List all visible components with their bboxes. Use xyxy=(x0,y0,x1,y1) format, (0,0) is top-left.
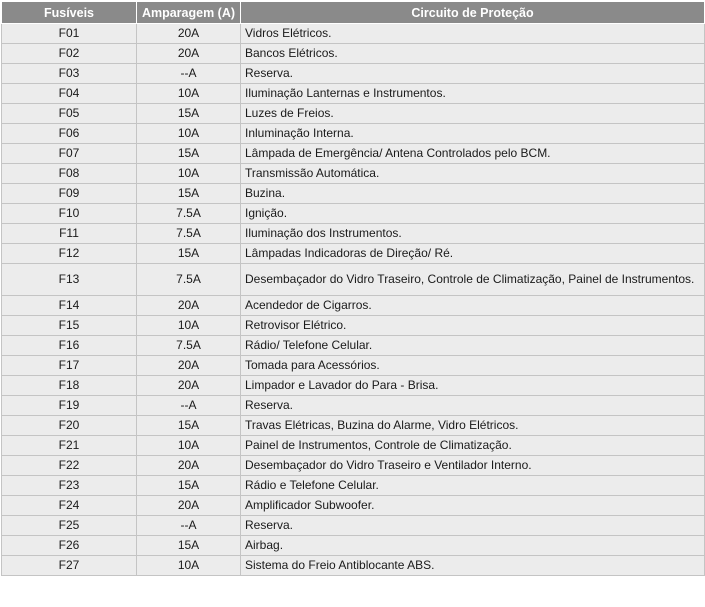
fuse-circuit: Rádio e Telefone Celular. xyxy=(241,476,705,496)
fuse-circuit: Painel de Instrumentos, Controle de Climatização. xyxy=(241,436,705,456)
fuse-amperage: 10A xyxy=(137,556,241,576)
fuse-code: F25 xyxy=(2,516,137,536)
table-row xyxy=(2,124,705,144)
fuse-code: F23 xyxy=(2,476,137,496)
table-row xyxy=(2,336,705,356)
fuse-circuit: Lâmpada de Emergência/ Antena Controlados pelo BCM. xyxy=(241,144,705,164)
table-row xyxy=(2,436,705,456)
fuse-circuit: Desembaçador do Vidro Traseiro e Ventilador Interno. xyxy=(241,456,705,476)
fuse-amperage: 7.5A xyxy=(137,264,241,296)
fuse-circuit: Reserva. xyxy=(241,64,705,84)
fuse-circuit: Buzina. xyxy=(241,184,705,204)
fuse-amperage: 10A xyxy=(137,164,241,184)
fuse-code: F18 xyxy=(2,376,137,396)
table-row xyxy=(2,164,705,184)
table-row xyxy=(2,376,705,396)
fuse-circuit: Reserva. xyxy=(241,516,705,536)
fuse-code: F22 xyxy=(2,456,137,476)
fuse-code: F21 xyxy=(2,436,137,456)
table-row xyxy=(2,44,705,64)
fuse-amperage: 10A xyxy=(137,316,241,336)
fuse-code: F12 xyxy=(2,244,137,264)
table-row xyxy=(2,184,705,204)
table-row xyxy=(2,264,705,296)
fuse-code: F08 xyxy=(2,164,137,184)
fuse-circuit: Tomada para Acessórios. xyxy=(241,356,705,376)
fuse-circuit: Retrovisor Elétrico. xyxy=(241,316,705,336)
table-header-row xyxy=(2,2,705,24)
table-row xyxy=(2,396,705,416)
fuse-code: F17 xyxy=(2,356,137,376)
fuse-code: F09 xyxy=(2,184,137,204)
fuse-circuit: Iluminação dos Instrumentos. xyxy=(241,224,705,244)
fuse-amperage: 7.5A xyxy=(137,204,241,224)
table-row xyxy=(2,556,705,576)
fuse-amperage: 20A xyxy=(137,44,241,64)
table-row xyxy=(2,496,705,516)
fuse-circuit: Bancos Elétricos. xyxy=(241,44,705,64)
fuse-circuit: Lâmpadas Indicadoras de Direção/ Ré. xyxy=(241,244,705,264)
fuse-code: F20 xyxy=(2,416,137,436)
fuse-code: F10 xyxy=(2,204,137,224)
fuse-code: F19 xyxy=(2,396,137,416)
fuse-amperage: 15A xyxy=(137,536,241,556)
table-row xyxy=(2,516,705,536)
fuse-amperage: 7.5A xyxy=(137,336,241,356)
fuse-amperage: 7.5A xyxy=(137,224,241,244)
table-row xyxy=(2,244,705,264)
fuse-code: F15 xyxy=(2,316,137,336)
fuse-code: F16 xyxy=(2,336,137,356)
fuse-amperage: 15A xyxy=(137,184,241,204)
table-row xyxy=(2,456,705,476)
fuse-code: F03 xyxy=(2,64,137,84)
table-row xyxy=(2,224,705,244)
fuse-circuit: Travas Elétricas, Buzina do Alarme, Vidro Elétricos. xyxy=(241,416,705,436)
fuse-circuit: Rádio/ Telefone Celular. xyxy=(241,336,705,356)
table-row xyxy=(2,476,705,496)
table-row xyxy=(2,416,705,436)
fuse-code: F14 xyxy=(2,296,137,316)
fuse-amperage: --A xyxy=(137,64,241,84)
table-row xyxy=(2,144,705,164)
table-row xyxy=(2,64,705,84)
fuse-circuit: Airbag. xyxy=(241,536,705,556)
table-row xyxy=(2,84,705,104)
fuse-amperage: 10A xyxy=(137,436,241,456)
fuse-code: F01 xyxy=(2,24,137,44)
fuse-code: F24 xyxy=(2,496,137,516)
fuse-amperage: 20A xyxy=(137,24,241,44)
fuse-amperage: 20A xyxy=(137,356,241,376)
fuse-code: F04 xyxy=(2,84,137,104)
fuse-amperage: 20A xyxy=(137,296,241,316)
fuse-amperage: 20A xyxy=(137,456,241,476)
fuse-table xyxy=(1,1,705,576)
header-circuit: Circuito de Proteção xyxy=(241,2,705,24)
table-row xyxy=(2,296,705,316)
fuse-circuit: Vidros Elétricos. xyxy=(241,24,705,44)
fuse-circuit: Iluminação Lanternas e Instrumentos. xyxy=(241,84,705,104)
fuse-circuit: Ignição. xyxy=(241,204,705,224)
table-row xyxy=(2,536,705,556)
fuse-circuit: Desembaçador do Vidro Traseiro, Controle de Climatização, Painel de Instrumentos. xyxy=(241,264,705,296)
table-row xyxy=(2,104,705,124)
fuse-amperage: 15A xyxy=(137,476,241,496)
fuse-code: F06 xyxy=(2,124,137,144)
table-row xyxy=(2,316,705,336)
fuse-amperage: --A xyxy=(137,516,241,536)
fuse-amperage: 15A xyxy=(137,416,241,436)
header-amperage: Amparagem (A) xyxy=(137,2,241,24)
fuse-circuit: Limpador e Lavador do Para - Brisa. xyxy=(241,376,705,396)
table-row xyxy=(2,356,705,376)
fuse-circuit: Transmissão Automática. xyxy=(241,164,705,184)
fuse-amperage: 20A xyxy=(137,496,241,516)
fuse-amperage: 20A xyxy=(137,376,241,396)
fuse-code: F07 xyxy=(2,144,137,164)
fuse-code: F05 xyxy=(2,104,137,124)
fuse-circuit: Inluminação Interna. xyxy=(241,124,705,144)
fuse-amperage: 15A xyxy=(137,144,241,164)
fuse-amperage: 10A xyxy=(137,124,241,144)
fuse-code: F11 xyxy=(2,224,137,244)
fuse-amperage: 15A xyxy=(137,244,241,264)
fuse-code: F13 xyxy=(2,264,137,296)
fuse-code: F02 xyxy=(2,44,137,64)
fuse-circuit: Reserva. xyxy=(241,396,705,416)
fuse-circuit: Acendedor de Cigarros. xyxy=(241,296,705,316)
fuse-amperage: 15A xyxy=(137,104,241,124)
fuse-amperage: 10A xyxy=(137,84,241,104)
table-row xyxy=(2,24,705,44)
fuse-circuit: Amplificador Subwoofer. xyxy=(241,496,705,516)
fuse-circuit: Sistema do Freio Antiblocante ABS. xyxy=(241,556,705,576)
fuse-code: F26 xyxy=(2,536,137,556)
fuse-circuit: Luzes de Freios. xyxy=(241,104,705,124)
header-fuse: Fusíveis xyxy=(2,2,137,24)
fuse-code: F27 xyxy=(2,556,137,576)
table-row xyxy=(2,204,705,224)
fuse-amperage: --A xyxy=(137,396,241,416)
